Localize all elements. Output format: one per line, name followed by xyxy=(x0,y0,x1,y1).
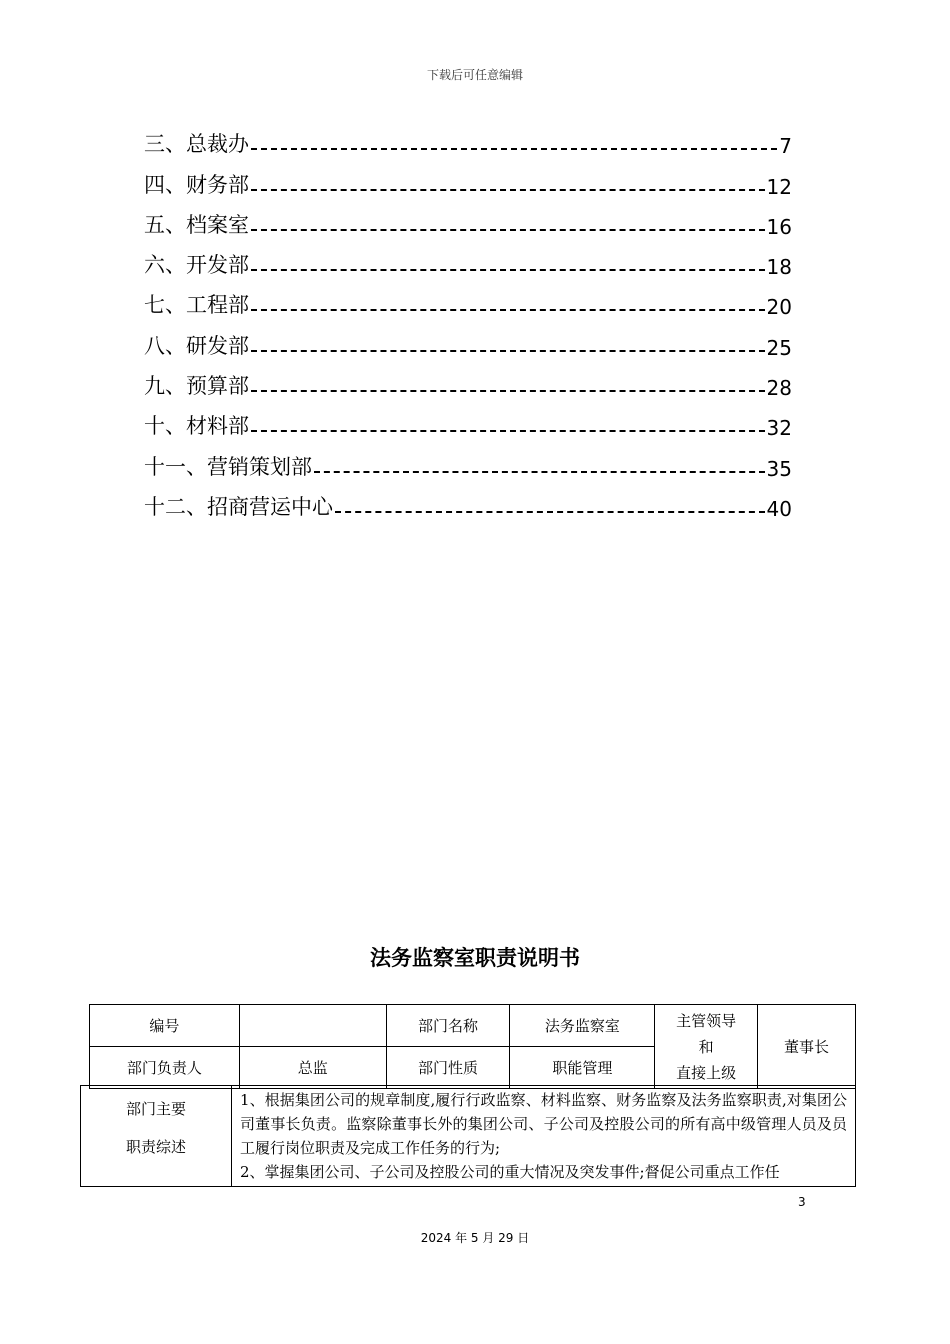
head-label: 部门负责人 xyxy=(90,1047,240,1089)
toc-leader xyxy=(251,269,765,271)
toc-page-number: 7 xyxy=(779,134,792,159)
duties-section xyxy=(80,1085,856,1187)
duties-label xyxy=(81,1086,232,1186)
duty-item: 1、根据集团公司的规章制度,履行行政监察、材料监察、财务监察及法务监察职责,对集团公司董事长负责。监察除董事长外的集团公司、子公司及控股公司的所有高中级管理人员及员工履行岗位职责及完成工作任务的行为; xyxy=(240,1091,847,1157)
duty-item: 2、掌握集团公司、子公司及控股公司的重大情况及突发事件;督促公司重点工作任 xyxy=(240,1163,780,1181)
duties-label-line: 部门主要 xyxy=(125,1100,186,1118)
toc-label: 三、总裁办 xyxy=(144,132,249,157)
toc-leader xyxy=(251,390,765,392)
toc-entry[interactable] xyxy=(144,118,792,158)
toc-label: 五、档案室 xyxy=(144,212,249,237)
toc-entry[interactable] xyxy=(144,481,792,521)
supervisor-label xyxy=(655,1005,758,1089)
toc-label: 七、工程部 xyxy=(144,293,249,318)
duties-label-line: 职责综述 xyxy=(125,1138,186,1156)
page-number: 3 xyxy=(798,1195,806,1209)
toc-label: 十一、营销策划部 xyxy=(144,454,312,479)
duties-content xyxy=(232,1086,855,1186)
supervisor-label-line: 和 xyxy=(698,1037,714,1056)
toc-page-number: 16 xyxy=(766,214,792,239)
toc-leader xyxy=(251,148,777,150)
toc-entry[interactable] xyxy=(144,440,792,480)
toc-page-number: 40 xyxy=(766,496,792,521)
toc-label: 四、财务部 xyxy=(144,172,249,197)
toc-leader xyxy=(314,471,765,473)
toc-leader xyxy=(335,511,765,513)
code-label: 编号 xyxy=(90,1005,240,1047)
toc-page-number: 32 xyxy=(766,416,792,441)
toc-leader xyxy=(251,350,765,352)
toc-label: 六、开发部 xyxy=(144,253,249,278)
toc-page-number: 12 xyxy=(766,174,792,199)
page-header: 下载后可任意编辑 xyxy=(426,68,523,82)
department-info-table xyxy=(89,1004,856,1089)
toc-page-number: 18 xyxy=(766,255,792,280)
dept-name-value: 法务监察室 xyxy=(510,1005,655,1047)
toc-entry[interactable] xyxy=(144,158,792,198)
toc-leader xyxy=(251,430,765,432)
nature-label: 部门性质 xyxy=(386,1047,510,1089)
toc-page-number: 28 xyxy=(766,376,792,401)
supervisor-label-line: 直接上级 xyxy=(676,1063,737,1082)
toc-label: 九、预算部 xyxy=(144,374,249,399)
head-value: 总监 xyxy=(239,1047,386,1089)
toc-label: 十、材料部 xyxy=(144,414,249,439)
nature-value: 职能管理 xyxy=(510,1047,655,1089)
table-of-contents xyxy=(144,118,792,521)
toc-entry[interactable] xyxy=(144,400,792,440)
toc-leader xyxy=(251,189,765,191)
toc-entry[interactable] xyxy=(144,279,792,319)
dept-name-label: 部门名称 xyxy=(386,1005,510,1047)
document-title: 法务监察室职责说明书 xyxy=(370,946,580,970)
toc-label: 十二、招商营运中心 xyxy=(144,494,333,519)
supervisor-value: 董事长 xyxy=(758,1005,856,1089)
toc-page-number: 25 xyxy=(766,335,792,360)
supervisor-label-line: 主管领导 xyxy=(676,1011,737,1030)
toc-entry[interactable] xyxy=(144,319,792,359)
toc-entry[interactable] xyxy=(144,239,792,279)
table-row xyxy=(90,1005,856,1047)
toc-entry[interactable] xyxy=(144,199,792,239)
footer-date: 2024 年 5 月 29 日 xyxy=(420,1231,530,1245)
code-value xyxy=(239,1005,386,1047)
toc-label: 八、研发部 xyxy=(144,333,249,358)
toc-entry[interactable] xyxy=(144,360,792,400)
toc-page-number: 20 xyxy=(766,295,792,320)
toc-leader xyxy=(251,229,765,231)
toc-leader xyxy=(251,309,765,311)
toc-page-number: 35 xyxy=(766,456,792,481)
